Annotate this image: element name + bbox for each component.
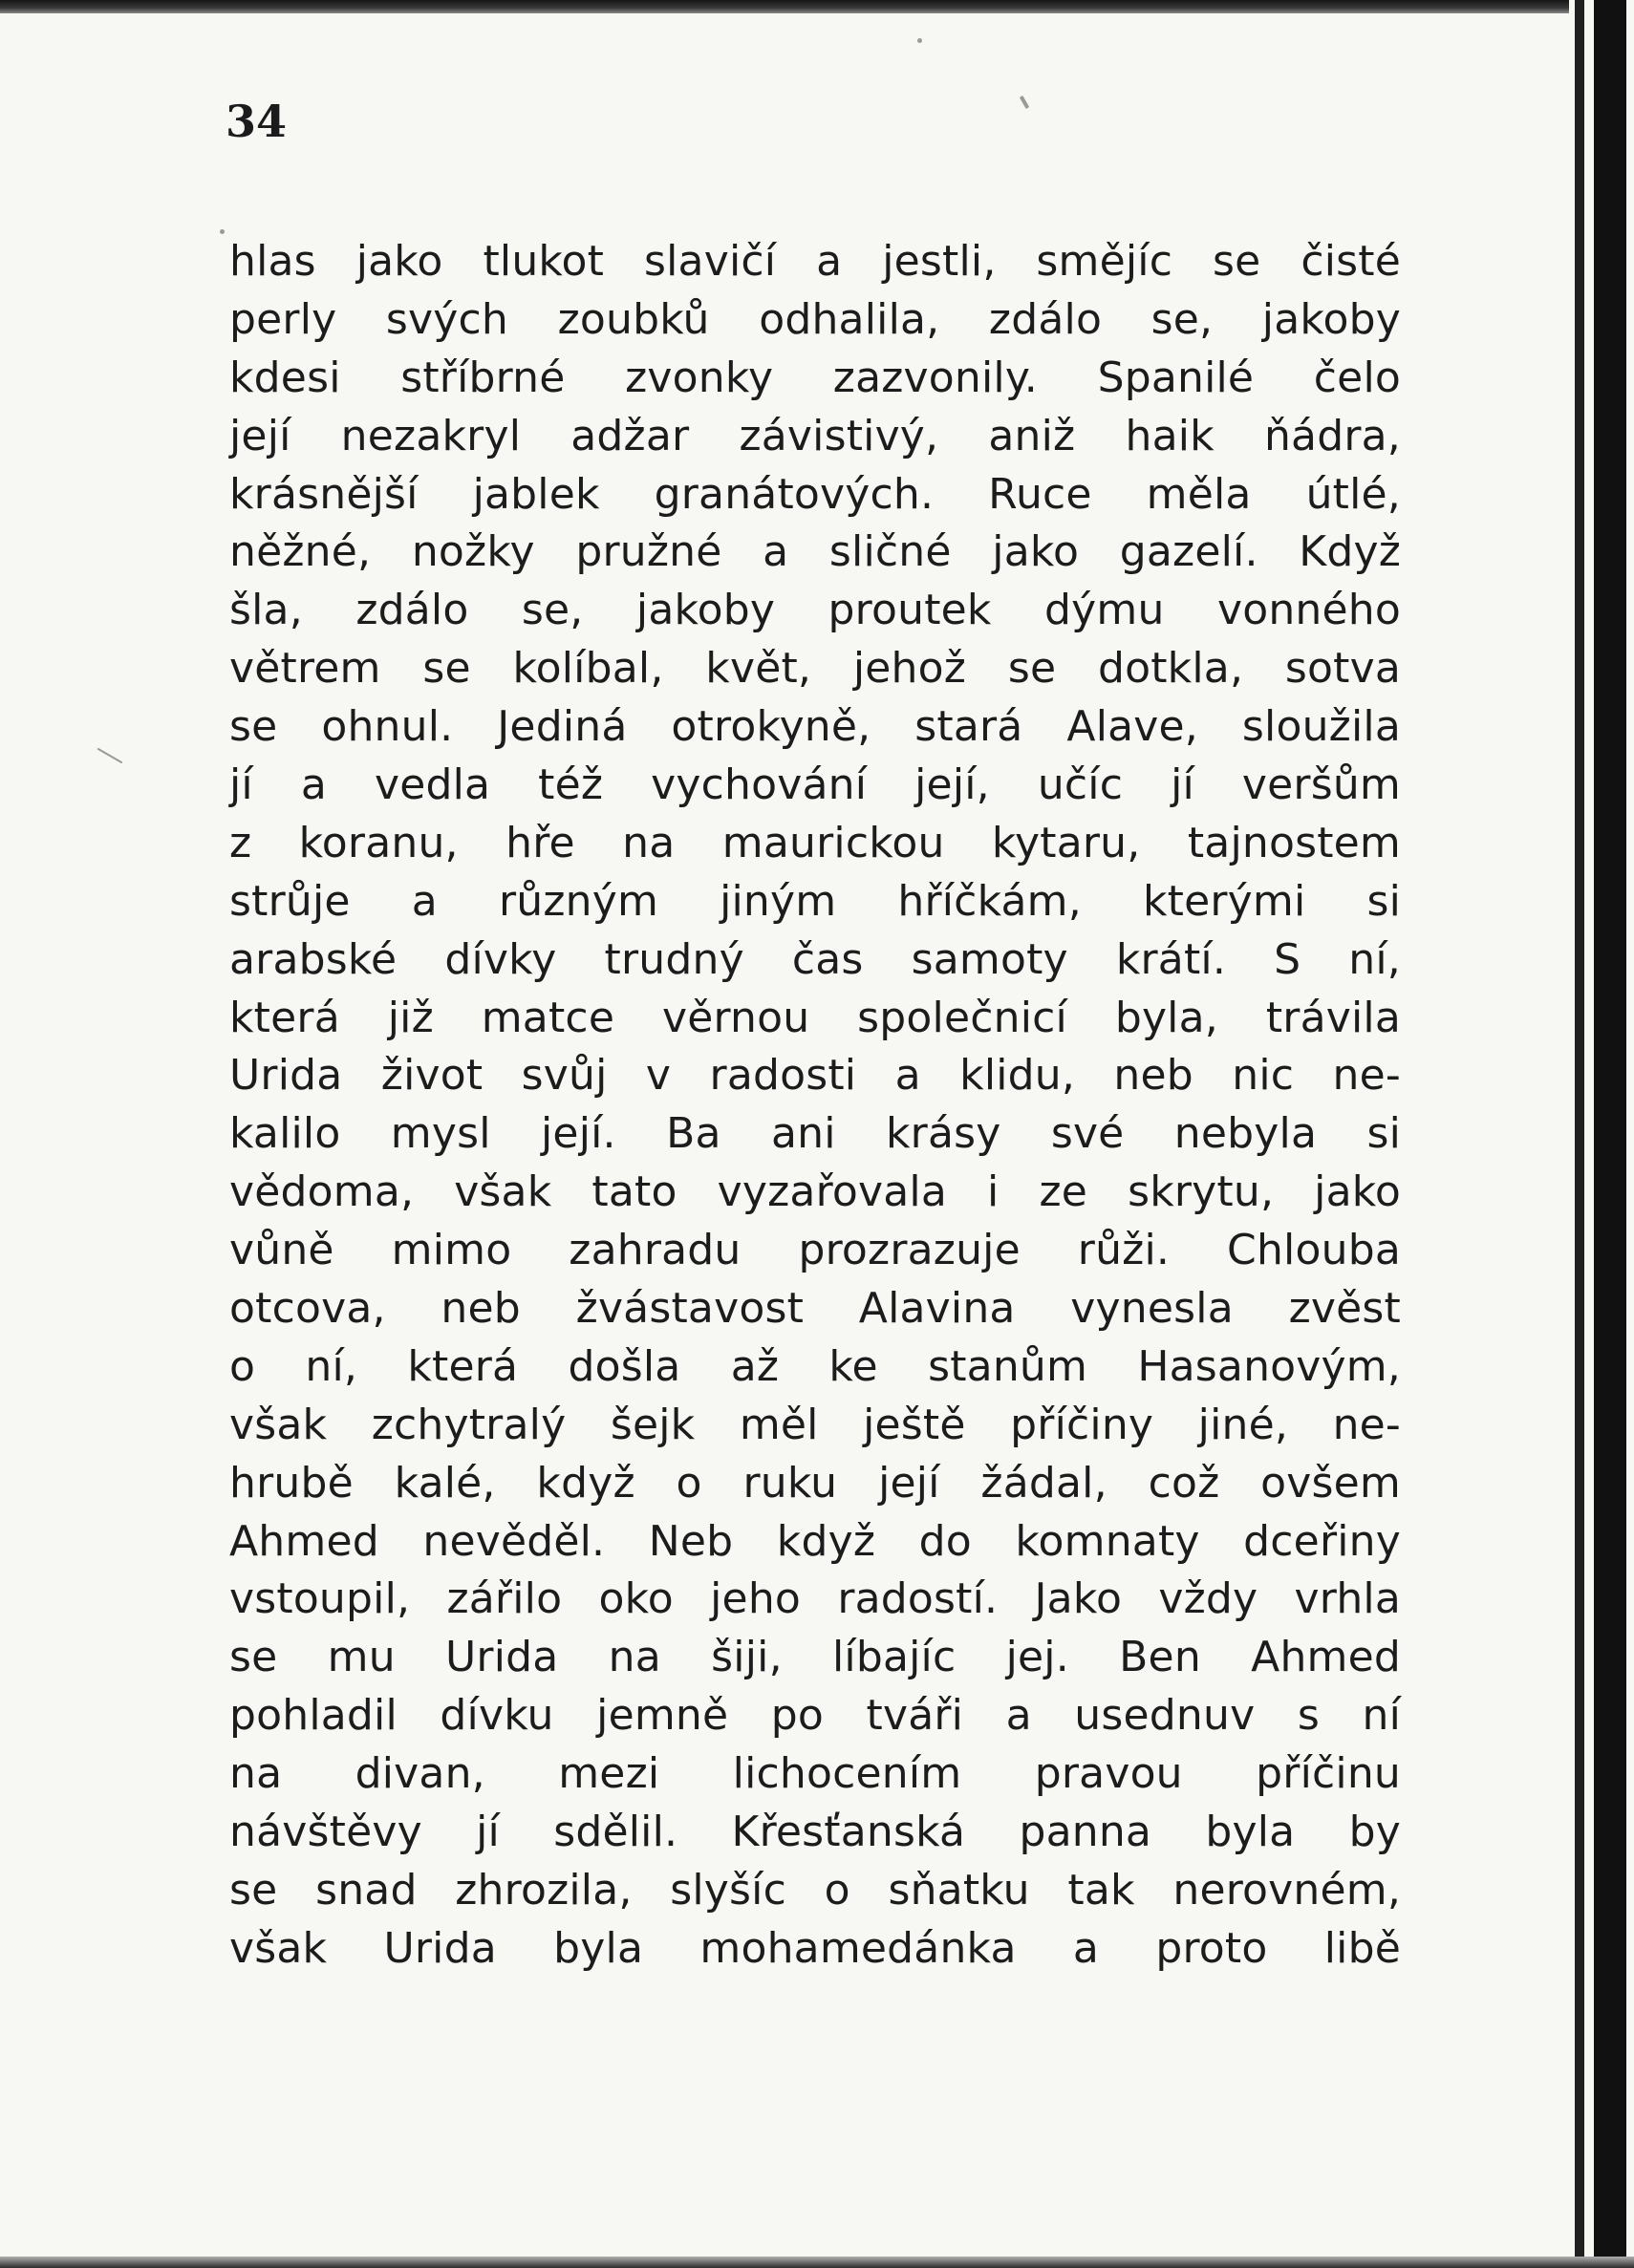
text-line: krásnější jablek granátových. Ruce měla útlé,	[229, 469, 1401, 519]
text-line: její nezakryl adžar závistivý, aniž haik ňádra,	[229, 411, 1401, 460]
text-line: strůje a různým jiným hříčkám, kterými si	[229, 876, 1401, 926]
text-line: Ahmed nevěděl. Neb když do komnaty dceřiny	[229, 1516, 1401, 1566]
text-line: se snad zhrozila, slyšíc o sňatku tak nerovném,	[229, 1865, 1401, 1915]
text-line: na divan, mezi lichocením pravou příčinu	[229, 1749, 1401, 1799]
text-line: návštěvy jí sdělil. Křesťanská panna byla by	[229, 1808, 1401, 1857]
scan-edge-band	[1575, 0, 1584, 2268]
text-line: která již matce věrnou společnicí byla, trávila	[229, 993, 1401, 1042]
page-number: 34	[226, 96, 288, 147]
body-text	[229, 233, 1401, 1979]
text-line: vstoupil, zářilo oko jeho radostí. Jako vždy vrhla	[229, 1574, 1401, 1624]
scan-edge-right	[1569, 0, 1634, 2268]
text-line: se mu Urida na šiji, líbajíc jej. Ben Ahmed	[229, 1633, 1401, 1682]
text-line: však zchytralý šejk měl ještě příčiny jiné, ne-	[229, 1400, 1401, 1449]
text-line: hrubě kalé, když o ruku její žádal, což ovšem	[229, 1458, 1401, 1508]
text-line: Urida život svůj v radosti a klidu, neb nic ne-	[229, 1051, 1401, 1101]
scan-edge-top	[0, 0, 1634, 13]
text-line: se ohnul. Jediná otrokyně, stará Alave, sloužila	[229, 702, 1401, 752]
scan-speck	[220, 229, 225, 234]
scan-speck	[917, 38, 922, 43]
text-line: perly svých zoubků odhalila, zdálo se, jakoby	[229, 294, 1401, 344]
text-line: však Urida byla mohamedánka a proto libě	[229, 1923, 1401, 1973]
text-line: větrem se kolíbal, květ, jehož se dotkla, sotva	[229, 644, 1401, 694]
text-line: vědoma, však tato vyzařovala i ze skrytu, jako	[229, 1167, 1401, 1217]
text-line: o ní, která došla až ke stanům Hasanovým,	[229, 1341, 1401, 1391]
text-line: něžné, nožky pružné a sličné jako gazelí. Když	[229, 527, 1401, 577]
text-line: hlas jako tlukot slavičí a jestli, smějíc se čisté	[229, 237, 1401, 286]
text-line: otcova, neb žvástavost Alavina vynesla zvěst	[229, 1284, 1401, 1334]
scan-speck	[97, 748, 123, 764]
text-line: arabské dívky trudný čas samoty krátí. S ní,	[229, 934, 1401, 984]
text-line: pohladil dívku jemně po tváři a usednuv s ní	[229, 1691, 1401, 1741]
text-line: vůně mimo zahradu prozrazuje růži. Chlouba	[229, 1226, 1401, 1275]
scan-edge-band	[1594, 0, 1626, 2268]
text-line: jí a vedla též vychování její, učíc jí veršům	[229, 760, 1401, 810]
text-line: kalilo mysl její. Ba ani krásy své nebyla si	[229, 1109, 1401, 1159]
scan-speck	[1020, 96, 1029, 109]
text-line: kdesi stříbrné zvonky zazvonily. Spanilé čelo	[229, 353, 1401, 402]
scan-edge-bottom	[0, 2257, 1634, 2268]
text-line: z koranu, hře na maurickou kytaru, tajnostem	[229, 818, 1401, 867]
text-line: šla, zdálo se, jakoby proutek dýmu vonného	[229, 586, 1401, 635]
